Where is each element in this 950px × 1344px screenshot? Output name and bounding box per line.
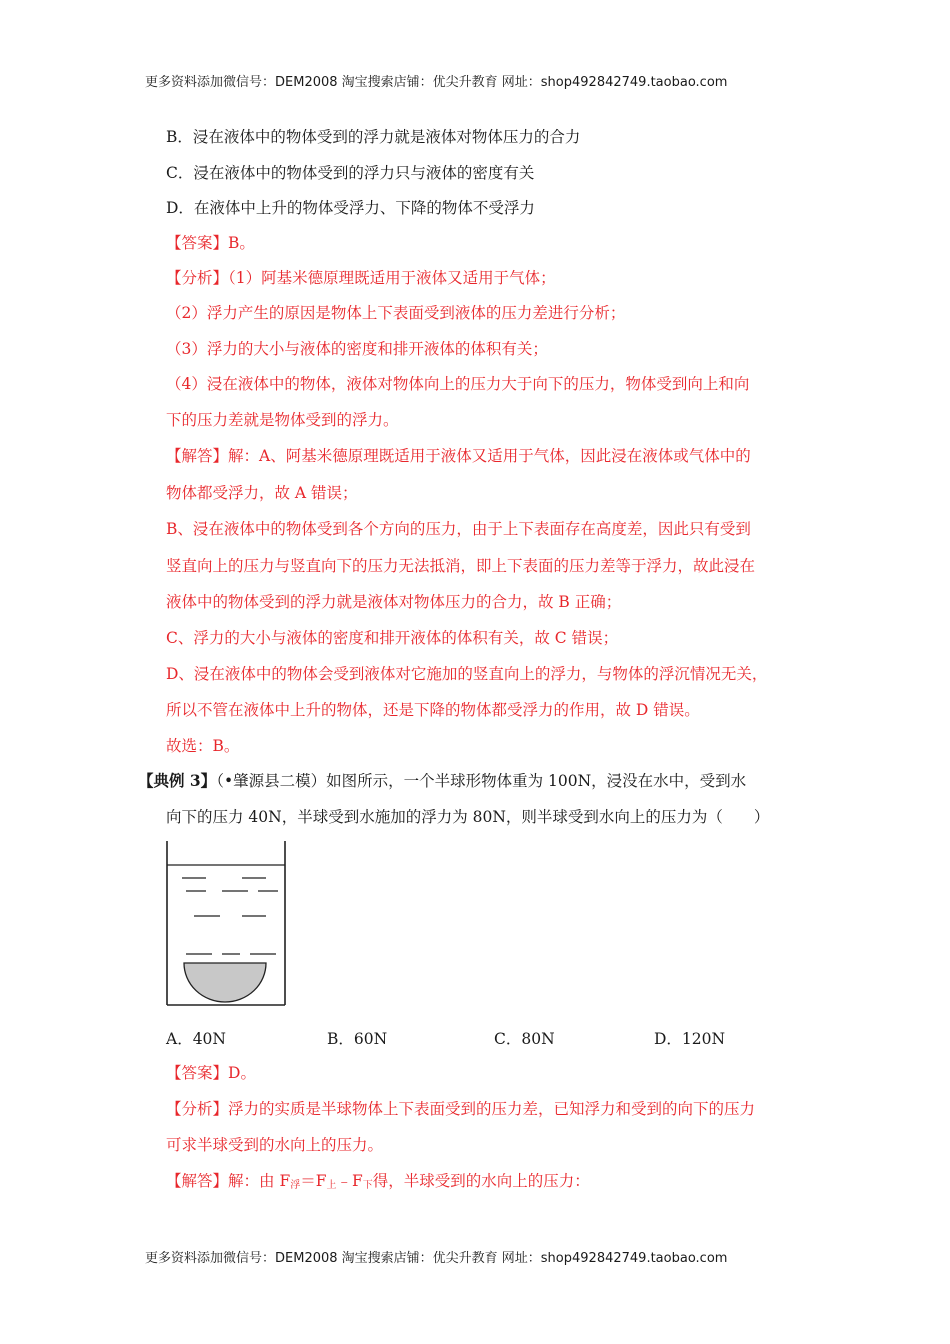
- analysis-line-2: （2）浮力产生的原因是物体上下表面受到液体的压力差进行分析；: [166, 304, 626, 322]
- solution-tag: 【解答】: [166, 1172, 229, 1190]
- option-c: C．80N: [494, 1030, 555, 1048]
- solution-mid-2: ﹣F: [336, 1172, 363, 1190]
- example-3-analysis-2: 可求半球受到的水向上的压力。: [166, 1136, 384, 1154]
- example-3-stem-2: 向下的压力 40N，半球受到水施加的浮力为 80N，则半球受到水向上的压力为（ ）: [166, 808, 770, 826]
- solution-line-b2: 竖直向上的压力与竖直向下的压力无法抵消，即上下表面的压力差等于浮力，故此浸在: [166, 557, 756, 575]
- answer-line: [166, 233, 255, 253]
- analysis-text-1: （1）阿基米德原理既适用于液体又适用于气体；: [228, 269, 556, 287]
- analysis-line-1: [166, 268, 556, 288]
- option-d-text: D．在液体中上升的物体受浮力、下降的物体不受浮力: [166, 199, 535, 217]
- solution-tag: 【解答】: [166, 447, 229, 465]
- answer-value: B。: [228, 234, 255, 252]
- answer-tag: 【答案】: [166, 234, 229, 252]
- water-dashes: [182, 878, 278, 954]
- analysis-tag: 【分析】: [166, 269, 229, 287]
- option-d: D．120N: [654, 1030, 726, 1048]
- example-stem-text-1: （•肇源县二模）如图所示，一个半球形物体重为 100N，浸没在水中，受到水: [216, 772, 747, 790]
- solution-line-b3: 液体中的物体受到的浮力就是液体对物体压力的合力，故 B 正确；: [166, 593, 622, 611]
- answer-value: D。: [228, 1064, 256, 1082]
- example-tag: 【典例 3】: [138, 771, 217, 790]
- solution-line-d2: 所以不管在液体中上升的物体，还是下降的物体都受浮力的作用，故 D 错误。: [166, 701, 700, 719]
- solution-line-c: C、浮力的大小与液体的密度和排开液体的体积有关，故 C 错误；: [166, 629, 619, 647]
- solution-pre: 解：由 F: [228, 1172, 291, 1190]
- option-b: B．60N: [327, 1030, 388, 1048]
- choice-line: 故选：B。: [166, 737, 240, 755]
- analysis-text: 浮力的实质是半球物体上下表面受到的压力差，已知浮力和受到的向下的压力: [228, 1100, 756, 1118]
- solution-line-b1: B、浸在液体中的物体受到各个方向的压力，由于上下表面存在高度差，因此只有受到: [166, 520, 751, 538]
- example-3-solution: [166, 1171, 590, 1196]
- page-footer: 更多资料添加微信号：DEM2008 淘宝搜索店铺：优尖升教育 网址：shop492842749.taobao.com: [145, 1251, 728, 1266]
- subscript-down: 下: [362, 1180, 373, 1191]
- analysis-line-4b: 下的压力差就是物体受到的浮力。: [166, 411, 399, 429]
- hemisphere-object: [184, 963, 266, 1002]
- example-3-analysis-1: [166, 1099, 755, 1119]
- analysis-tag: 【分析】: [166, 1100, 229, 1118]
- solution-post: 得，半球受到的水向上的压力：: [372, 1172, 590, 1190]
- analysis-line-4a: （4）浸在液体中的物体，液体对物体向上的压力大于向下的压力，物体受到向上和向: [166, 375, 750, 393]
- option-c-text: C．浸在液体中的物体受到的浮力只与液体的密度有关: [166, 164, 535, 182]
- analysis-line-3: （3）浮力的大小与液体的密度和排开液体的体积有关；: [166, 340, 548, 358]
- hemisphere-in-water-figure: [164, 839, 294, 1009]
- subscript-up: 上: [326, 1180, 337, 1191]
- answer-tag: 【答案】: [166, 1064, 229, 1082]
- solution-text-a1: 解：A、阿基米德原理既适用于液体又适用于气体，因此浸在液体或气体中的: [228, 447, 751, 465]
- option-b-text: B．浸在液体中的物体受到的浮力就是液体对物体压力的合力: [166, 128, 581, 146]
- solution-mid-1: ＝F: [300, 1172, 327, 1190]
- solution-line-a2: 物体都受浮力，故 A 错误；: [166, 484, 358, 502]
- option-a: A．40N: [166, 1030, 226, 1048]
- example-3-stem-1: [138, 771, 746, 791]
- page-header: 更多资料添加微信号：DEM2008 淘宝搜索店铺：优尖升教育 网址：shop492842749.taobao.com: [145, 75, 728, 90]
- solution-line-a1: [166, 446, 751, 466]
- example-3-answer: [166, 1063, 256, 1083]
- subscript-float: 浮: [290, 1180, 301, 1191]
- solution-line-d1: D、浸在液体中的物体会受到液体对它施加的竖直向上的浮力，与物体的浮沉情况无关，: [166, 665, 768, 683]
